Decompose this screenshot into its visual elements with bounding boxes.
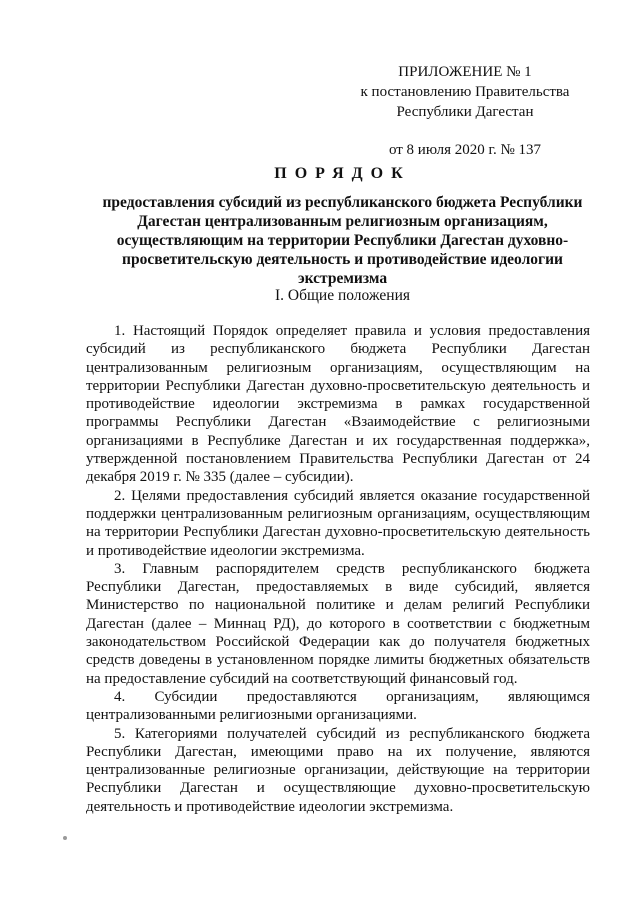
paragraph: 3. Главным распорядителем средств республиканского бюджета Республики Дагестан, предоставляемых в виде субсидий, является Министерство по национальной политике и делам религий Республики Дагестан (далее – Миннац РД), до которого в соответствии с бюджетным законодательством Российской Федерации как до получателя бюджетных средств доведены в установленном порядке лимиты бюджетных обязательств на предоставление субсидий на соответствующий финансовый год.	[86, 560, 590, 687]
paragraph: 1. Настоящий Порядок определяет правила и условия предоставления субсидий из республиканского бюджета Республики Дагестан централизованным религиозным организациям, осуществляющим на территории Республики Дагестан духовно-просветительскую деятельность и противодействие идеологии экстремизма в рамках государственной программы Республики Дагестан «Взаимодействие с религиозными организациями в Республике Дагестан и их государственная поддержка», утвержденной постановлением Правительства Республики Дагестан от 24 декабря 2019 г. № 335 (далее – субсидии).	[86, 323, 590, 486]
title-block	[80, 165, 605, 288]
document-title: ПОРЯДОК	[274, 165, 411, 182]
appendix-line-2: Республики Дагестан	[396, 104, 534, 120]
section-heading: I. Общие положения	[274, 287, 411, 304]
paragraph: 2. Целями предоставления субсидий является оказание государственной поддержки централизованным религиозным организациям, осуществляющим на территории Республики Дагестан духовно-просветительскую деятельность и противодействие идеологии экстремизма.	[86, 487, 590, 559]
document-body	[86, 322, 590, 816]
scan-speck	[63, 836, 67, 840]
appendix-date: от 8 июля 2020 г. № 137	[388, 142, 542, 158]
paragraph: 4. Субсидии предоставляются организациям, являющимся централизованными религиозными организациями.	[86, 688, 590, 724]
paragraph: 5. Категориями получателей субсидий из республиканского бюджета Республики Дагестан, имеющими право на их получение, являются централизованные религиозные организации, действующие на территории Республики Дагестан и осуществляющие духовно-просветительскую деятельность и противодействие идеологии экстремизма.	[86, 725, 590, 815]
document-subtitle: предоставления субсидий из республиканского бюджета Республики Дагестан централизованным религиозным организациям, осуществляющим на территории Республики Дагестан духовно-просветительскую деятельность и противодействие идеологии экстремизма	[102, 194, 583, 287]
appendix-block	[360, 62, 570, 160]
appendix-line-1: к постановлению Правительства	[360, 84, 570, 100]
appendix-title: ПРИЛОЖЕНИЕ № 1	[398, 64, 532, 80]
